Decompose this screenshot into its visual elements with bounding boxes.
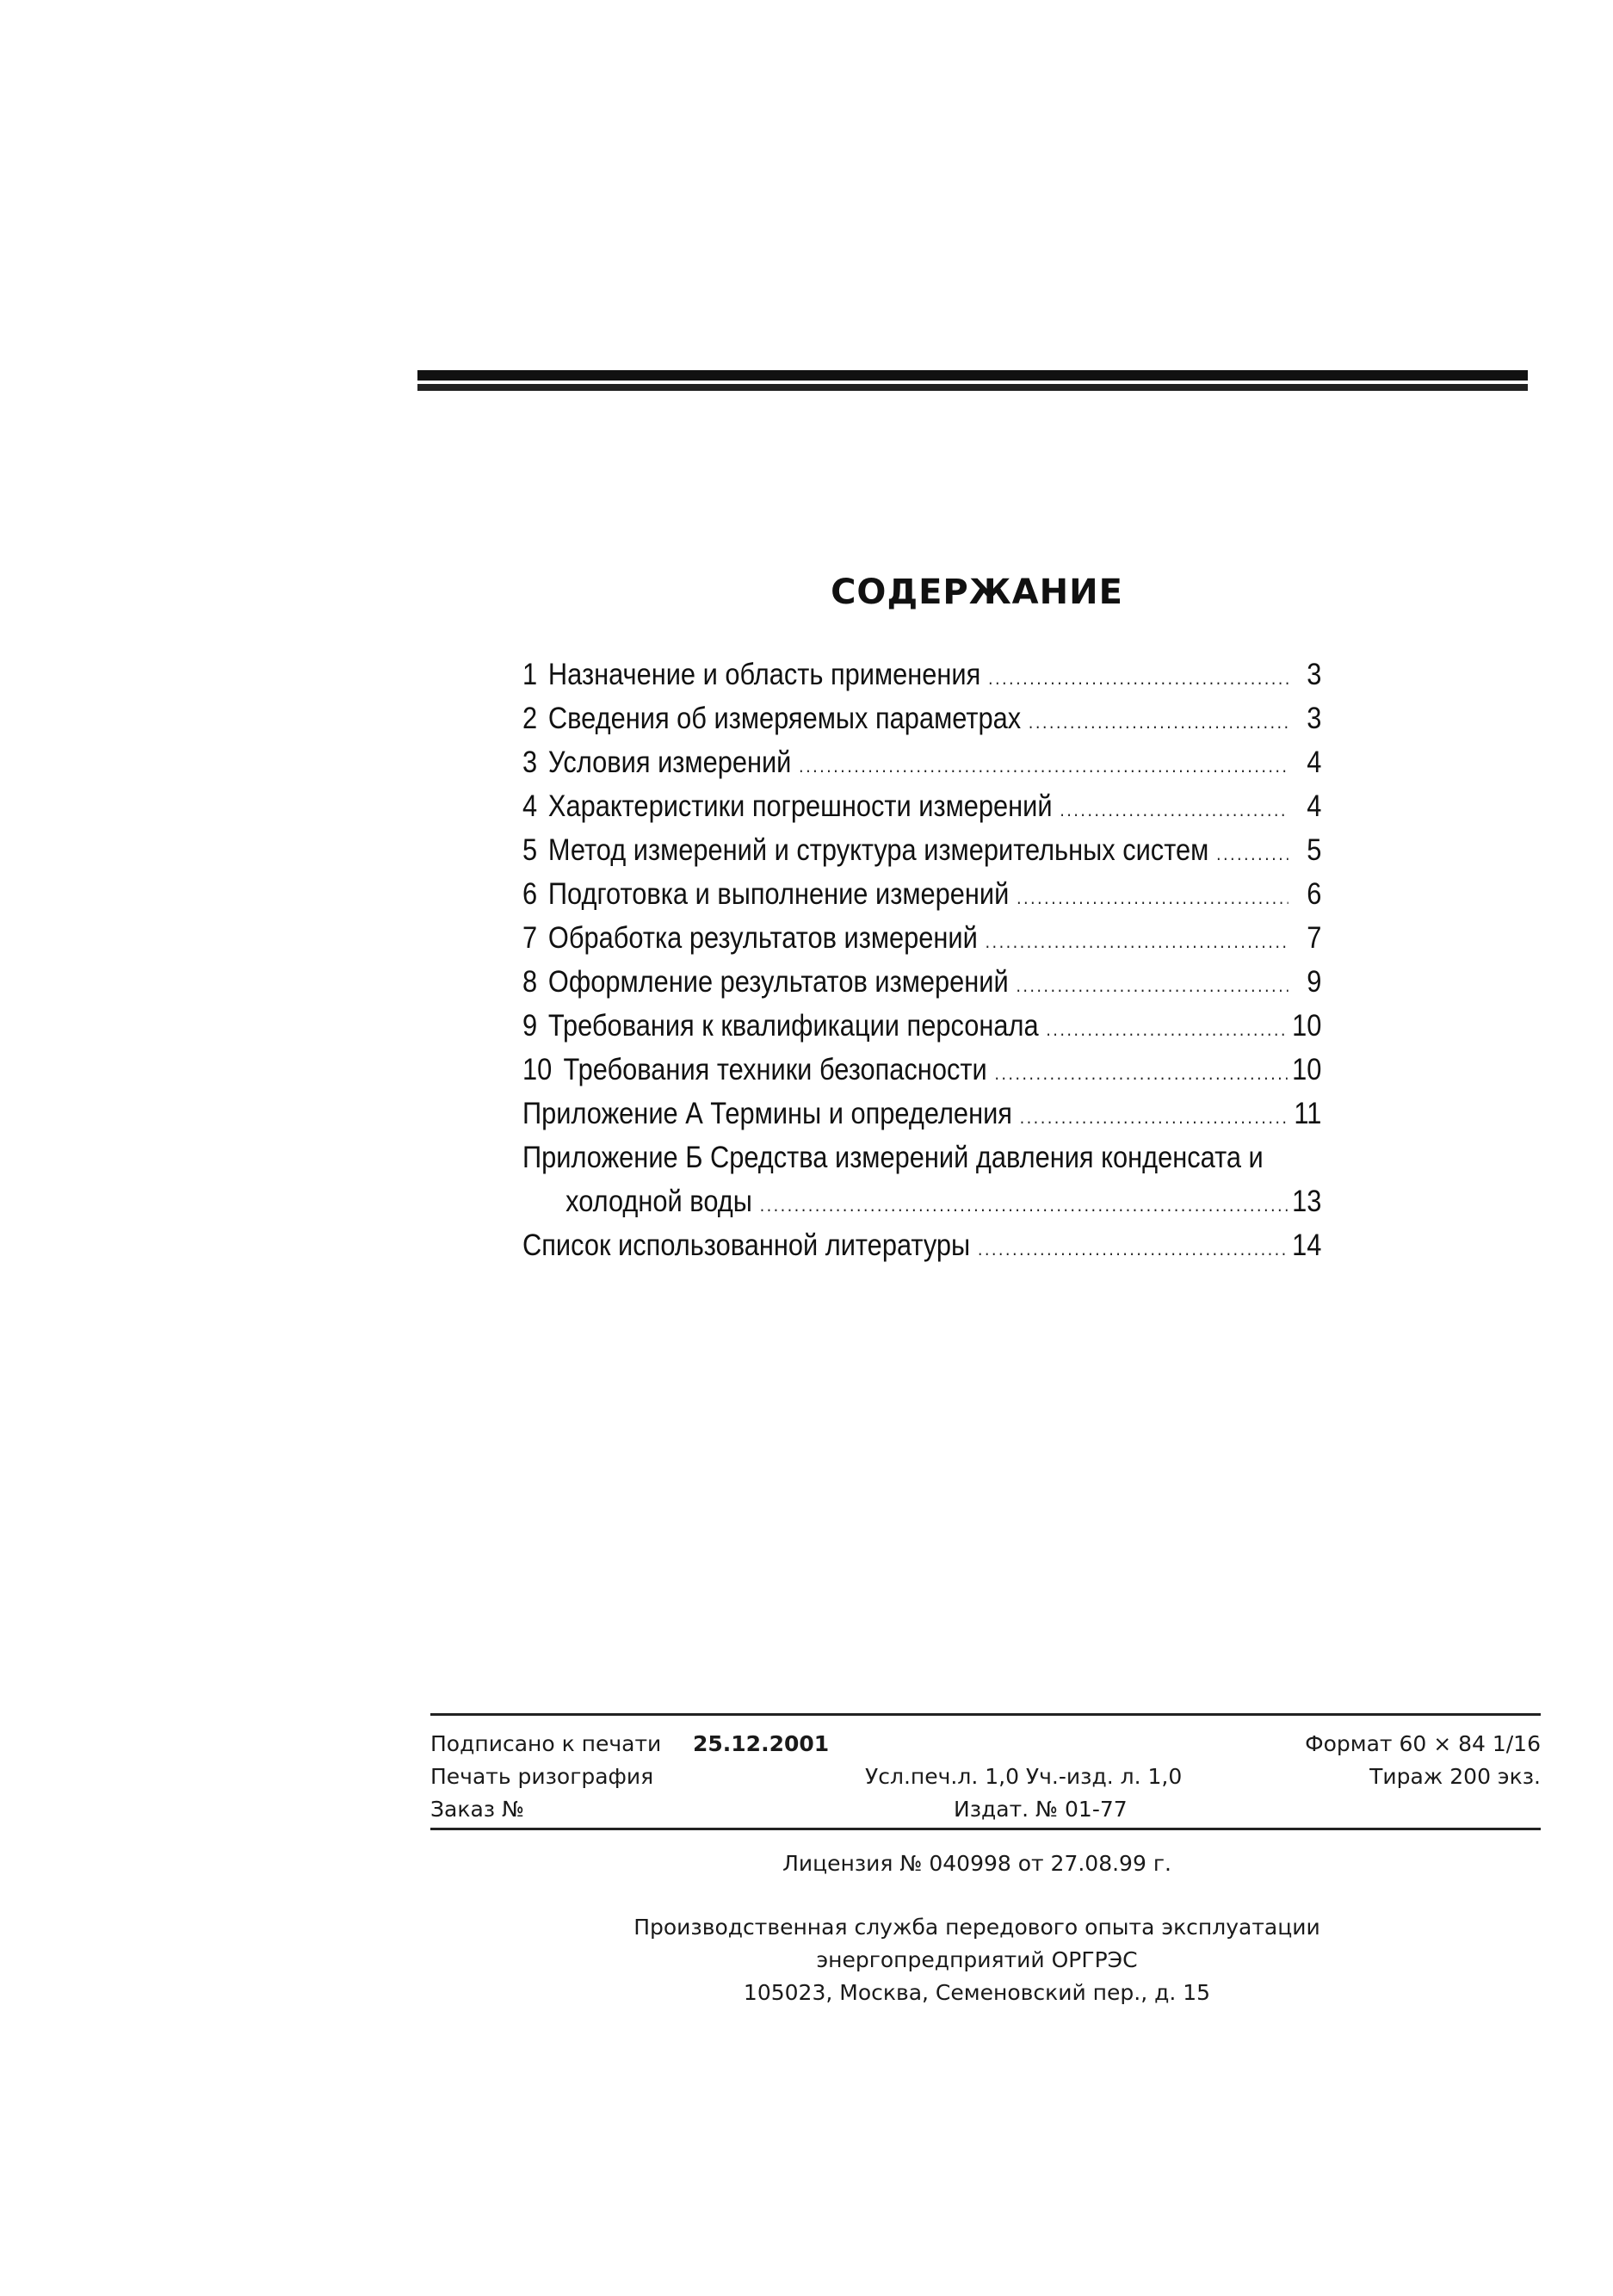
toc-entry-label: Оформление результатов измерений [547, 965, 1009, 999]
circulation: Тираж 200 экз. [1369, 1764, 1541, 1789]
toc-entry-page: 10 [1292, 1009, 1322, 1043]
toc-entry-label: Обработка результатов измерений [547, 921, 978, 955]
signed-date: 25.12.2001 [693, 1731, 830, 1756]
toc-appendix-b-line1[interactable] [522, 1136, 1321, 1179]
toc-entry[interactable] [522, 916, 1321, 960]
publisher-block [0, 1911, 1613, 2009]
imprint-block [430, 1713, 1541, 1830]
toc-appendix-a[interactable] [522, 1092, 1321, 1136]
dot-leader [760, 1179, 1288, 1227]
header-rule [417, 370, 1528, 384]
imprint-bottom-rule [430, 1828, 1541, 1830]
toc-entry[interactable] [522, 696, 1321, 740]
toc-entry-number: 10 [522, 1053, 553, 1086]
dot-leader [1029, 696, 1289, 744]
format: Формат 60 × 84 1/16 [1305, 1731, 1541, 1756]
toc-entry[interactable] [522, 828, 1321, 872]
toc-entry-page: 4 [1307, 746, 1322, 779]
dot-leader [994, 1048, 1287, 1095]
toc-entry-page: 9 [1307, 965, 1322, 999]
toc-entry-number: 3 [522, 746, 538, 779]
order-number: Заказ № [430, 1797, 525, 1822]
imprint-row [430, 1793, 1541, 1826]
toc-entry-number: 7 [522, 921, 538, 955]
toc-entry-label: Метод измерений и структура измерительных систем [547, 833, 1209, 867]
toc-entry-page: 11 [1294, 1097, 1322, 1130]
dot-leader [1060, 784, 1288, 832]
toc-entry-label: Приложение А Термины и определения [522, 1097, 1012, 1130]
toc-entry-page: 3 [1307, 702, 1322, 735]
license: Лицензия № 040998 от 27.08.99 г. [782, 1851, 1171, 1876]
toc-references[interactable] [522, 1223, 1321, 1267]
publisher-address: 105023, Москва, Семеновский пер., д. 15 [743, 1980, 1211, 2005]
toc-entry-page: 5 [1307, 833, 1322, 867]
toc-entry-label: Список использованной литературы [522, 1228, 971, 1262]
toc-entry-label: Условия измерений [547, 746, 792, 779]
dot-leader [978, 1223, 1288, 1271]
toc-entry-page: 14 [1292, 1228, 1322, 1262]
toc-entry-label: холодной воды [565, 1185, 752, 1218]
imprint-row [430, 1761, 1541, 1793]
toc-entry-label: Требования к квалификации персонала [547, 1009, 1039, 1043]
toc-entry-page: 3 [1307, 658, 1322, 691]
toc-entry[interactable] [522, 653, 1321, 696]
toc-entry[interactable] [522, 960, 1321, 1004]
toc-entry[interactable] [522, 1048, 1321, 1092]
sheets: Усл.печ.л. 1,0 Уч.-изд. л. 1,0 [865, 1764, 1183, 1789]
toc-entry[interactable] [522, 740, 1321, 784]
print-method: Печать ризография [430, 1764, 654, 1789]
toc-entry-page: 7 [1307, 921, 1322, 955]
toc-entry-page: 4 [1307, 789, 1322, 823]
toc-entry-label: Требования техники безопасности [563, 1053, 987, 1086]
toc-entry[interactable] [522, 1004, 1321, 1048]
imprint-row [430, 1728, 1541, 1761]
toc-entry-label: Приложение Б Средства измерений давления конденсата и [522, 1141, 1264, 1174]
toc-entry-label: Назначение и область применения [547, 658, 981, 691]
toc-entry-label: Сведения об измеряемых параметрах [547, 702, 1022, 735]
dot-leader [1020, 1092, 1289, 1139]
dot-leader [1046, 1004, 1287, 1051]
table-of-contents [522, 653, 1321, 1267]
toc-entry-number: 6 [522, 877, 538, 911]
toc-entry-number: 2 [522, 702, 538, 735]
toc-entry-number: 5 [522, 833, 538, 867]
signed-label: Подписано к печати [430, 1731, 662, 1756]
dot-leader [1016, 960, 1288, 1007]
toc-entry[interactable] [522, 784, 1321, 828]
toc-entry-label: Характеристики погрешности измерений [547, 789, 1053, 823]
publisher-name: Производственная служба передового опыта эксплуатации [633, 1915, 1320, 1940]
toc-entry-page: 6 [1307, 877, 1322, 911]
imprint-top-rule [430, 1713, 1541, 1716]
dot-leader [988, 653, 1289, 700]
toc-entry-number: 1 [522, 658, 538, 691]
dot-leader [1216, 828, 1289, 876]
toc-entry-page: 13 [1292, 1185, 1322, 1218]
toc-entry-number: 8 [522, 965, 538, 999]
toc-entry-label: Подготовка и выполнение измерений [547, 877, 1010, 911]
publisher-name-cont: энергопредприятий ОРГРЭС [816, 1947, 1138, 1972]
dot-leader [799, 740, 1288, 788]
dot-leader [986, 916, 1289, 963]
toc-appendix-b-line2[interactable] [522, 1179, 1321, 1223]
dot-leader [1017, 872, 1289, 919]
toc-entry-number: 4 [522, 789, 538, 823]
edition-number: Издат. № 01-77 [954, 1797, 1128, 1822]
contents-title: СОДЕРЖАНИЕ [831, 572, 1123, 612]
toc-entry-page: 10 [1292, 1053, 1322, 1086]
toc-entry-number: 9 [522, 1009, 538, 1043]
toc-entry[interactable] [522, 872, 1321, 916]
